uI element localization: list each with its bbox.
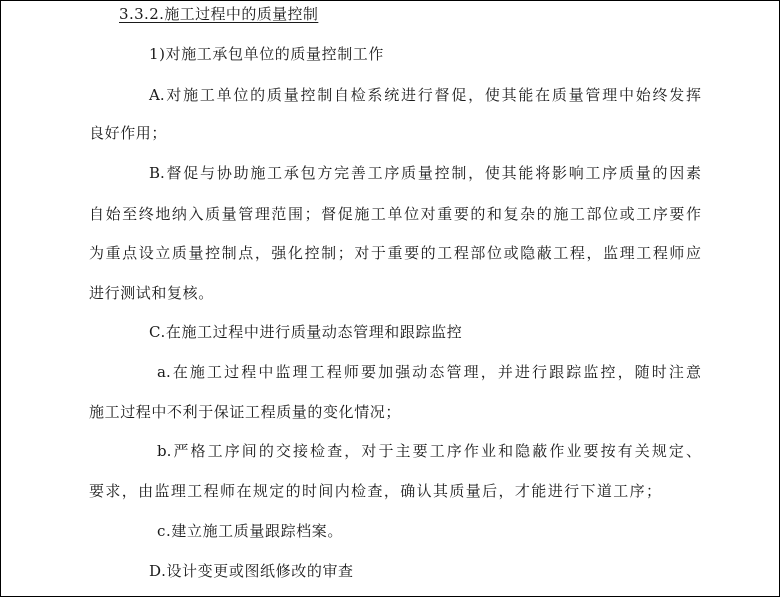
section-heading: 3.3.2.施工过程中的质量控制 (119, 5, 319, 23)
paragraph-b-line-4: 进行测试和复核。 (89, 284, 214, 302)
paragraph-d-title: D.设计变更或图纸修改的审查 (149, 562, 354, 580)
paragraph-a-line-2: 良好作用； (89, 124, 168, 142)
item-c-line-1: c.建立施工质量跟踪档案。 (157, 522, 343, 540)
item-a-line-1: a.在施工过程中监理工程师要加强动态管理，并进行跟踪监控，随时注意 (157, 363, 701, 381)
paragraph-b-line-2: 自始至终地纳入质量管理范围；督促施工单位对重要的和复杂的施工部位或工序要作 (89, 205, 701, 223)
item-b-line-2: 要求，由监理工程师在规定的时间内检查，确认其质量后，才能进行下道工序； (89, 482, 661, 500)
subsection-title: 1)对施工承包单位的质量控制工作 (149, 45, 384, 63)
paragraph-b-line-3: 为重点设立质量控制点，强化控制；对于重要的工程部位或隐蔽工程，监理工程师应 (89, 244, 701, 262)
paragraph-b-line-1: B.督促与协助施工承包方完善工序质量控制，使其能将影响工序质量的因素 (149, 164, 701, 182)
paragraph-c-title: C.在施工过程中进行质量动态管理和跟踪监控 (149, 323, 463, 341)
item-b-line-1: b.严格工序间的交接检查，对于主要工序作业和隐蔽作业要按有关规定、 (157, 442, 701, 460)
item-a-line-2: 施工过程中不利于保证工程质量的变化情况； (89, 403, 402, 421)
paragraph-a-line-1: A.对施工单位的质量控制自检系统进行督促，使其能在质量管理中始终发挥 (149, 86, 701, 104)
